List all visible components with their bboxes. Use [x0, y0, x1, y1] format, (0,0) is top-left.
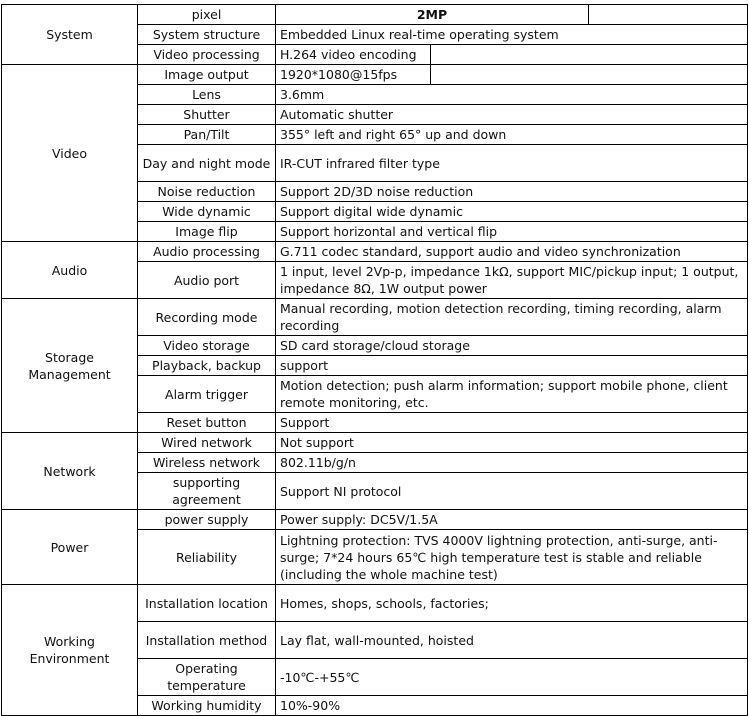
empty-cell — [431, 45, 748, 65]
property-label: Video processing — [138, 45, 276, 65]
table-row — [2, 299, 748, 336]
table-row — [2, 510, 748, 530]
category-cell: Video — [2, 65, 138, 242]
property-label: Reset button — [138, 413, 276, 433]
property-label: Wide dynamic — [138, 202, 276, 222]
property-value: 802.11b/g/n — [276, 453, 748, 473]
property-value: Manual recording, motion detection recording, timing recording, alarm recording — [276, 299, 748, 336]
property-value: Motion detection; push alarm information; support mobile phone, client remote monitoring, etc. — [276, 376, 748, 413]
property-label: supporting agreement — [138, 473, 276, 510]
category-cell: Audio — [2, 242, 138, 299]
property-value: Support digital wide dynamic — [276, 202, 748, 222]
table-row — [2, 433, 748, 453]
property-label: Operating temperature — [138, 659, 276, 696]
category-cell: Power — [2, 510, 138, 585]
property-value: Embedded Linux real-time operating system — [276, 25, 748, 45]
property-label: Lens — [138, 85, 276, 105]
property-label: Recording mode — [138, 299, 276, 336]
property-label: Video storage — [138, 336, 276, 356]
property-label: pixel — [138, 5, 276, 25]
property-value: 1920*1080@15fps — [276, 65, 431, 85]
table-row — [2, 242, 748, 262]
spec-table — [1, 4, 748, 716]
property-value: -10℃-+55℃ — [276, 659, 748, 696]
property-value: G.711 codec standard, support audio and video synchronization — [276, 242, 748, 262]
property-label: Playback, backup — [138, 356, 276, 376]
property-label: System structure — [138, 25, 276, 45]
property-value: SD card storage/cloud storage — [276, 336, 748, 356]
property-value: Not support — [276, 433, 748, 453]
property-label: Installation location — [138, 585, 276, 622]
property-label: Installation method — [138, 622, 276, 659]
category-cell: System — [2, 5, 138, 65]
table-row — [2, 5, 748, 25]
empty-cell — [589, 5, 748, 25]
property-label: Working humidity — [138, 696, 276, 716]
category-cell: Working Environment — [2, 585, 138, 716]
category-cell: Storage Management — [2, 299, 138, 433]
property-label: power supply — [138, 510, 276, 530]
empty-cell — [431, 65, 748, 85]
property-label: Noise reduction — [138, 182, 276, 202]
property-label: Wireless network — [138, 453, 276, 473]
property-value: Support horizontal and vertical flip — [276, 222, 748, 242]
property-value: Power supply: DC5V/1.5A — [276, 510, 748, 530]
property-label: Image output — [138, 65, 276, 85]
property-value: 2MP — [276, 5, 589, 25]
table-row — [2, 585, 748, 622]
category-cell: Network — [2, 433, 138, 510]
property-label: Reliability — [138, 530, 276, 585]
property-value: Support NI protocol — [276, 473, 748, 510]
property-value: 3.6mm — [276, 85, 748, 105]
property-label: Alarm trigger — [138, 376, 276, 413]
property-label: Audio processing — [138, 242, 276, 262]
property-label: Wired network — [138, 433, 276, 453]
property-value: H.264 video encoding — [276, 45, 431, 65]
property-value: Support — [276, 413, 748, 433]
property-value: 10%-90% — [276, 696, 748, 716]
property-value: 1 input, level 2Vp-p, impedance 1kΩ, support MIC/pickup input; 1 output, impedance 8Ω, 1W output power — [276, 262, 748, 299]
property-label: Audio port — [138, 262, 276, 299]
property-label: Day and night mode — [138, 145, 276, 182]
property-value: 355° left and right 65° up and down — [276, 125, 748, 145]
property-value: Lay flat, wall-mounted, hoisted — [276, 622, 748, 659]
property-value: Lightning protection: TVS 4000V lightning protection, anti-surge, anti-surge; 7*24 hours 65℃ high temperature test is stable and reliable (including the whole machine test) — [276, 530, 748, 585]
property-value: Homes, shops, schools, factories; — [276, 585, 748, 622]
property-value: Automatic shutter — [276, 105, 748, 125]
property-value: IR-CUT infrared filter type — [276, 145, 748, 182]
property-label: Shutter — [138, 105, 276, 125]
property-value: Support 2D/3D noise reduction — [276, 182, 748, 202]
property-value: support — [276, 356, 748, 376]
table-row — [2, 65, 748, 85]
property-label: Image flip — [138, 222, 276, 242]
property-label: Pan/Tilt — [138, 125, 276, 145]
